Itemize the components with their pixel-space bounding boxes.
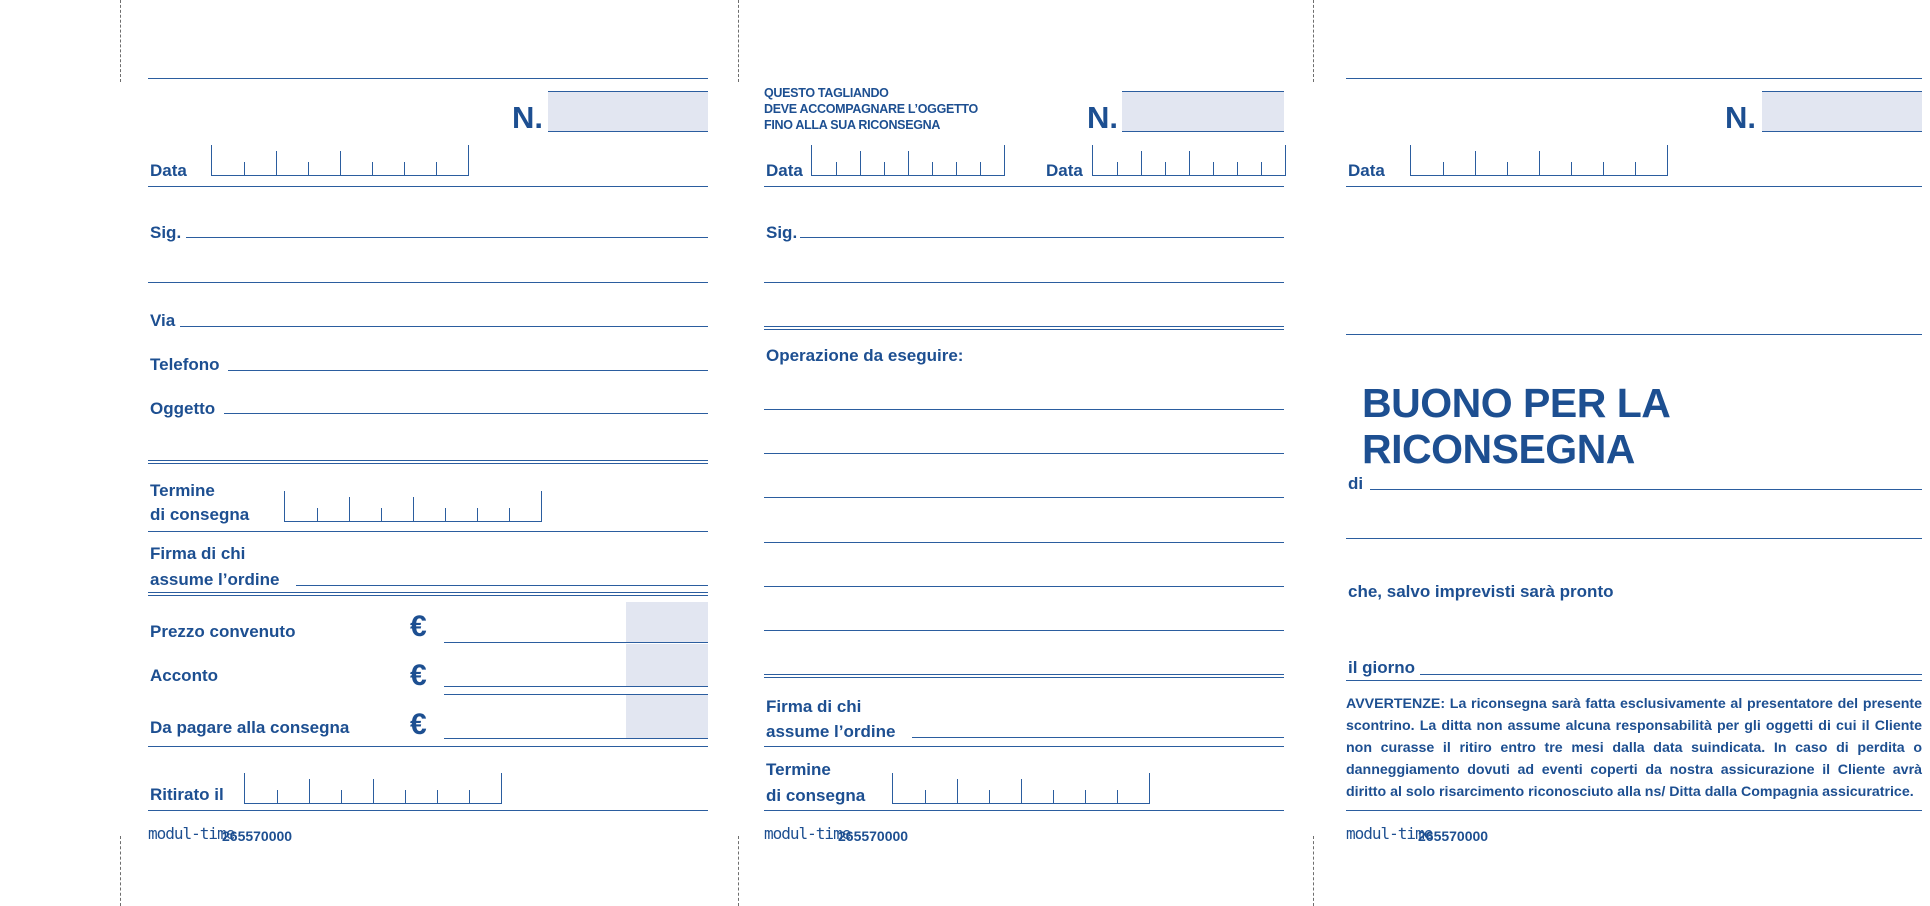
left-via-line[interactable] bbox=[180, 326, 708, 327]
left-acconto-label: Acconto bbox=[150, 666, 218, 685]
left-prezzo-label: Prezzo convenuto bbox=[150, 622, 296, 641]
right-data-label: Data bbox=[1348, 161, 1385, 180]
right-di-line[interactable] bbox=[1370, 489, 1922, 490]
left-telefono-line[interactable] bbox=[228, 370, 708, 371]
left-data-line bbox=[148, 186, 708, 187]
middle-op-line-6[interactable] bbox=[764, 630, 1284, 631]
left-termine-line bbox=[148, 531, 708, 532]
middle-notice-line3: FINO ALLA SUA RICONSEGNA bbox=[764, 118, 941, 132]
middle-firma-line1: Firma di chi bbox=[766, 697, 862, 716]
left-ritirato-line bbox=[148, 810, 708, 811]
middle-number-label: N. bbox=[1087, 100, 1118, 135]
left-acconto-line-2 bbox=[444, 694, 708, 695]
right-il-giorno-line[interactable] bbox=[1420, 674, 1922, 675]
right-form-code: 265570000 bbox=[1418, 828, 1489, 844]
right-title: BUONO PER LA RICONSEGNA bbox=[1362, 380, 1669, 472]
left-termine-date-boxes[interactable] bbox=[284, 491, 542, 522]
middle-op-line-4[interactable] bbox=[764, 542, 1284, 543]
left-da-pagare-line[interactable] bbox=[444, 738, 708, 739]
left-oggetto-label: Oggetto bbox=[150, 399, 216, 418]
left-price-shade-1 bbox=[626, 602, 708, 642]
middle-notice-line1: QUESTO TAGLIANDO bbox=[764, 86, 889, 100]
cut-line-top-2 bbox=[738, 0, 739, 82]
middle-termine-line2: di consegna bbox=[766, 786, 866, 805]
left-date-boxes[interactable] bbox=[211, 145, 469, 176]
middle-number-field[interactable] bbox=[1122, 91, 1284, 132]
right-number-field[interactable] bbox=[1762, 91, 1922, 132]
right-brand-logo: modul-time bbox=[1346, 824, 1433, 843]
left-telefono-label: Telefono bbox=[150, 355, 220, 374]
middle-notice-line2: DEVE ACCOMPAGNARE L’OGGETTO bbox=[764, 102, 978, 116]
middle-date-boxes-1[interactable] bbox=[811, 145, 1005, 176]
left-sig-line[interactable] bbox=[186, 237, 708, 238]
left-termine-line1: Termine bbox=[150, 481, 215, 500]
left-brand-logo: modul-time bbox=[148, 824, 235, 843]
left-ritirato-label: Ritirato il bbox=[150, 785, 224, 804]
right-blank-line[interactable] bbox=[1346, 334, 1922, 335]
left-euro-1: € bbox=[410, 610, 427, 643]
middle-data-label-1: Data bbox=[766, 161, 803, 180]
left-firma-line[interactable] bbox=[296, 585, 708, 586]
left-sig-label: Sig. bbox=[150, 223, 182, 242]
left-oggetto-line[interactable] bbox=[224, 413, 708, 414]
cut-line-top-3 bbox=[1313, 0, 1314, 82]
left-euro-3: € bbox=[410, 708, 427, 741]
left-prezzo-line[interactable] bbox=[444, 642, 708, 643]
left-firma-line1: Firma di chi bbox=[150, 544, 246, 563]
left-ritirato-date-boxes[interactable] bbox=[244, 773, 502, 804]
middle-termine-line bbox=[764, 810, 1284, 811]
middle-sig-line-3[interactable] bbox=[764, 326, 1284, 327]
middle-firma-line[interactable] bbox=[912, 737, 1284, 738]
left-acconto-line[interactable] bbox=[444, 686, 708, 687]
left-top-line bbox=[148, 78, 708, 79]
right-che-label: che, salvo imprevisti sarà pronto bbox=[1348, 582, 1614, 601]
left-firma-line2: assume l’ordine bbox=[150, 570, 280, 589]
right-il-giorno-label: il giorno bbox=[1348, 658, 1416, 677]
right-avvertenze-text: AVVERTENZE: La riconsegna sarà fatta esclusivamente al presentatore del presente scontrino. La ditta non assume alcuna responsabilità per gli oggetti di cui il Cliente non curasse il ritiro entro tre mesi dalla data suindicata. In caso di perdita o danneggiamento dovuti ad eventi coperti da nostra assicurazione il Cliente avrà diritto al solo risarcimento riconosciuto alla ns/ Ditta dalla Compagnia assicuratrice. bbox=[1346, 696, 1922, 800]
right-top-line bbox=[1346, 78, 1922, 79]
left-termine-line2: di consegna bbox=[150, 505, 250, 524]
cut-line-top-1 bbox=[120, 0, 121, 82]
middle-data-label-2: Data bbox=[1046, 161, 1083, 180]
middle-op-line-5[interactable] bbox=[764, 586, 1284, 587]
middle-op-line-3[interactable] bbox=[764, 497, 1284, 498]
left-number-label: N. bbox=[512, 100, 543, 135]
middle-brand-logo: modul-time bbox=[764, 824, 851, 843]
middle-operazione-label: Operazione da eseguire: bbox=[766, 346, 964, 365]
middle-data-line bbox=[764, 186, 1284, 187]
middle-firma-line2: assume l’ordine bbox=[766, 722, 896, 741]
middle-op-line-1[interactable] bbox=[764, 409, 1284, 410]
left-sig-line-2[interactable] bbox=[148, 282, 708, 283]
left-oggetto-line-2[interactable] bbox=[148, 460, 708, 461]
left-form-code: 265570000 bbox=[222, 828, 293, 844]
cut-line-bottom-3 bbox=[1313, 836, 1314, 906]
right-number-label: N. bbox=[1725, 100, 1756, 135]
middle-op-line-2[interactable] bbox=[764, 453, 1284, 454]
left-price-shade-3 bbox=[626, 694, 708, 738]
right-data-line bbox=[1346, 186, 1922, 187]
middle-termine-date-boxes[interactable] bbox=[892, 773, 1150, 804]
left-price-shade-2 bbox=[626, 644, 708, 686]
left-euro-2: € bbox=[410, 659, 427, 692]
middle-firma-sep bbox=[764, 746, 1284, 747]
middle-termine-line1: Termine bbox=[766, 760, 831, 779]
cut-line-bottom-1 bbox=[120, 836, 121, 906]
middle-sig-line[interactable] bbox=[800, 237, 1284, 238]
right-date-boxes[interactable] bbox=[1410, 145, 1668, 176]
left-da-pagare-sep bbox=[148, 746, 708, 747]
left-data-label: Data bbox=[150, 161, 187, 180]
left-da-pagare-label: Da pagare alla consegna bbox=[150, 718, 350, 737]
middle-date-boxes-2[interactable] bbox=[1092, 145, 1286, 176]
left-via-label: Via bbox=[150, 311, 176, 330]
right-di-label: di bbox=[1348, 474, 1364, 493]
right-di-line-2[interactable] bbox=[1346, 538, 1922, 539]
middle-sig-label: Sig. bbox=[766, 223, 798, 242]
middle-op-line-7[interactable] bbox=[764, 674, 1284, 675]
right-avvertenze-line bbox=[1346, 810, 1922, 811]
right-il-giorno-line-2 bbox=[1346, 680, 1922, 681]
left-firma-sep bbox=[148, 592, 708, 593]
left-number-field[interactable] bbox=[548, 91, 708, 132]
cut-line-bottom-2 bbox=[738, 836, 739, 906]
middle-form-code: 265570000 bbox=[838, 828, 909, 844]
middle-sig-line-2[interactable] bbox=[764, 282, 1284, 283]
